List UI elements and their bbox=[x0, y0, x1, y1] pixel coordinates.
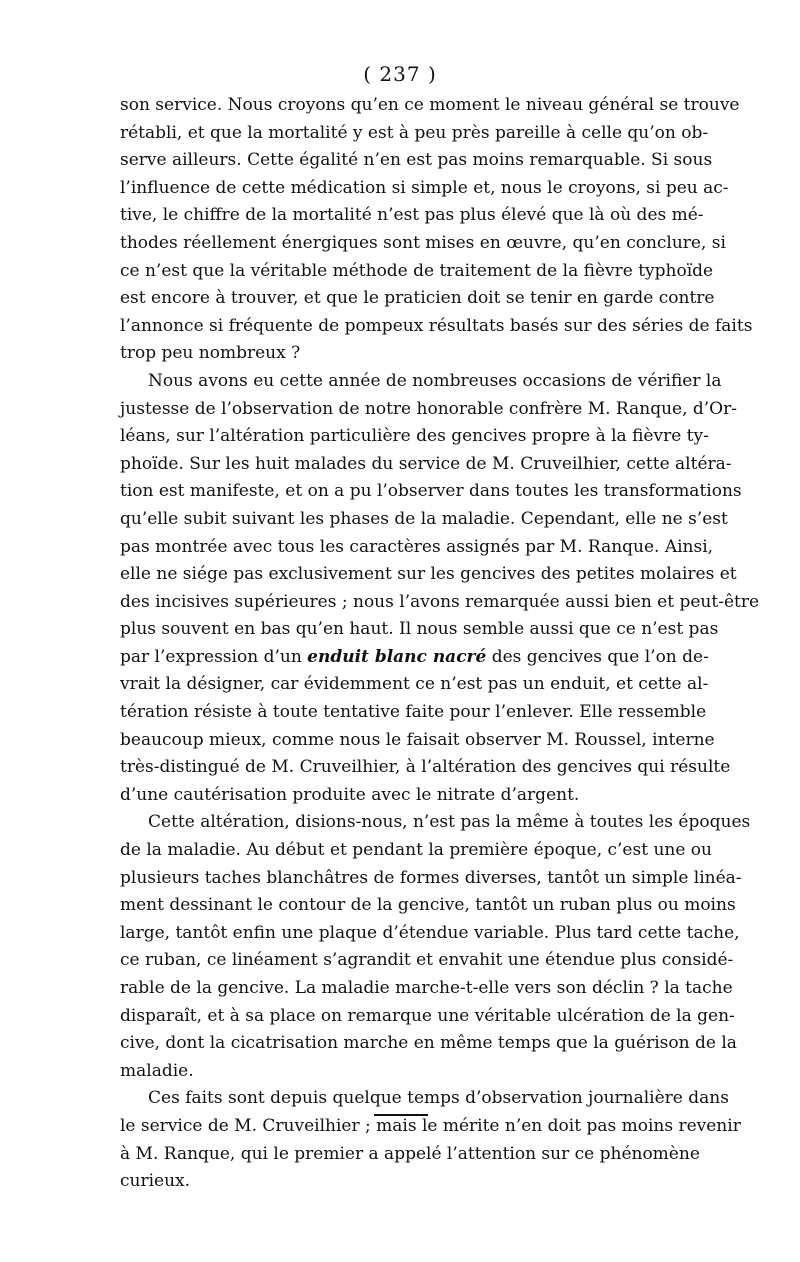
text-line: le service de M. Cruveilhier ; mais le mérite n’en doit pas moins revenir bbox=[120, 1115, 741, 1136]
text-line: ce n’est que la véritable méthode de traitement de la fièvre typhoïde bbox=[120, 260, 714, 281]
text-line: tération résiste à toute tentative faite pour l’enlever. Elle ressemble bbox=[120, 702, 707, 723]
text-line: plusieurs taches blanchâtres de formes diverses, tantôt un simple linéa- bbox=[120, 867, 742, 888]
text-line: ment dessinant le contour de la gencive, tantôt un ruban plus ou moins bbox=[120, 895, 736, 916]
text-line: justesse de l’observation de notre honorable confrère M. Ranque, d’Or- bbox=[120, 398, 737, 419]
text-line: d’une cautérisation produite avec le nitrate d’argent. bbox=[120, 784, 580, 805]
text-line: serve ailleurs. Cette égalité n’en est pas moins remarquable. Si sous bbox=[120, 150, 713, 171]
text-line: rétabli, et que la mortalité y est à peu près pareille à celle qu’on ob- bbox=[120, 122, 709, 143]
italic-phrase: enduit blanc nacré bbox=[307, 646, 487, 667]
text-line: large, tantôt enfin une plaque d’étendue variable. Plus tard cette tache, bbox=[120, 922, 740, 943]
text-line: très-distingué de M. Cruveilhier, à l’altération des gencives qui résulte bbox=[120, 757, 731, 778]
body-text bbox=[120, 92, 760, 1196]
text-line: pas montrée avec tous les caractères assignés par M. Ranque. Ainsi, bbox=[120, 536, 714, 557]
paragraph bbox=[120, 809, 751, 1085]
text-line: beaucoup mieux, comme nous le faisait observer M. Roussel, interne bbox=[120, 729, 715, 750]
text-line: l’annonce si fréquente de pompeux résultats basés sur des séries de faits bbox=[120, 315, 753, 336]
text-line: tion est manifeste, et on a pu l’observer dans toutes les transformations bbox=[120, 481, 742, 502]
text-line: de la maladie. Au début et pendant la première époque, c’est une ou bbox=[120, 840, 712, 861]
text-line: phoïde. Sur les huit malades du service de M. Cruveilhier, cette altéra- bbox=[120, 453, 732, 474]
text-line: ce ruban, ce linéament s’agrandit et envahit une étendue plus considé- bbox=[120, 950, 734, 971]
text-line: qu’elle subit suivant les phases de la maladie. Cependant, elle ne s’est bbox=[120, 508, 728, 529]
paragraph bbox=[120, 1085, 741, 1195]
text-line: trop peu nombreux ? bbox=[120, 343, 301, 364]
text-line: à M. Ranque, qui le premier a appelé l’attention sur ce phénomène bbox=[120, 1143, 700, 1164]
text-line: vrait la désigner, car évidemment ce n’est pas un enduit, et cette al- bbox=[120, 674, 709, 695]
text-line: maladie. bbox=[120, 1060, 194, 1081]
text-line: tive, le chiffre de la mortalité n’est pas plus élevé que là où des mé- bbox=[120, 205, 704, 226]
text-line: plus souvent en bas qu’en haut. Il nous semble aussi que ce n’est pas bbox=[120, 619, 719, 640]
text-line: elle ne siége pas exclusivement sur les gencives des petites molaires et bbox=[120, 564, 737, 585]
text-line: Nous avons eu cette année de nombreuses occasions de vérifier la bbox=[148, 370, 722, 391]
paragraph bbox=[120, 368, 760, 810]
paragraph bbox=[120, 92, 753, 368]
text-line: cive, dont la cicatrisation marche en même temps que la guérison de la bbox=[120, 1033, 737, 1054]
text-line: Ces faits sont depuis quelque temps d’observation journalière dans bbox=[148, 1088, 729, 1109]
text-line: rable de la gencive. La maladie marche-t-elle vers son déclin ? la tache bbox=[120, 978, 733, 998]
end-rule bbox=[374, 1114, 428, 1116]
text-line: est encore à trouver, et que le praticien doit se tenir en garde contre bbox=[120, 288, 715, 309]
text-line: Cette altération, disions-nous, n’est pas la même à toutes les époques bbox=[148, 812, 751, 833]
text-line: des incisives supérieures ; nous l’avons remarquée aussi bien et peut-être bbox=[120, 591, 760, 612]
text-line: par l’expression d’un enduit blanc nacré des gencives que l’on de- bbox=[120, 646, 709, 667]
text-line: thodes réellement énergiques sont mises en œuvre, qu’en conclure, si bbox=[120, 232, 726, 253]
text-line: léans, sur l’altération particulière des gencives propre à la fièvre ty- bbox=[120, 426, 709, 447]
text-line: son service. Nous croyons qu’en ce moment le niveau général se trouve bbox=[120, 95, 740, 115]
text-line: disparaît, et à sa place on remarque une véritable ulcération de la gen- bbox=[120, 1005, 735, 1026]
text-line: curieux. bbox=[120, 1171, 191, 1192]
page-number: ( 237 ) bbox=[363, 62, 437, 86]
text-line: l’influence de cette médication si simple et, nous le croyons, si peu ac- bbox=[120, 177, 729, 198]
